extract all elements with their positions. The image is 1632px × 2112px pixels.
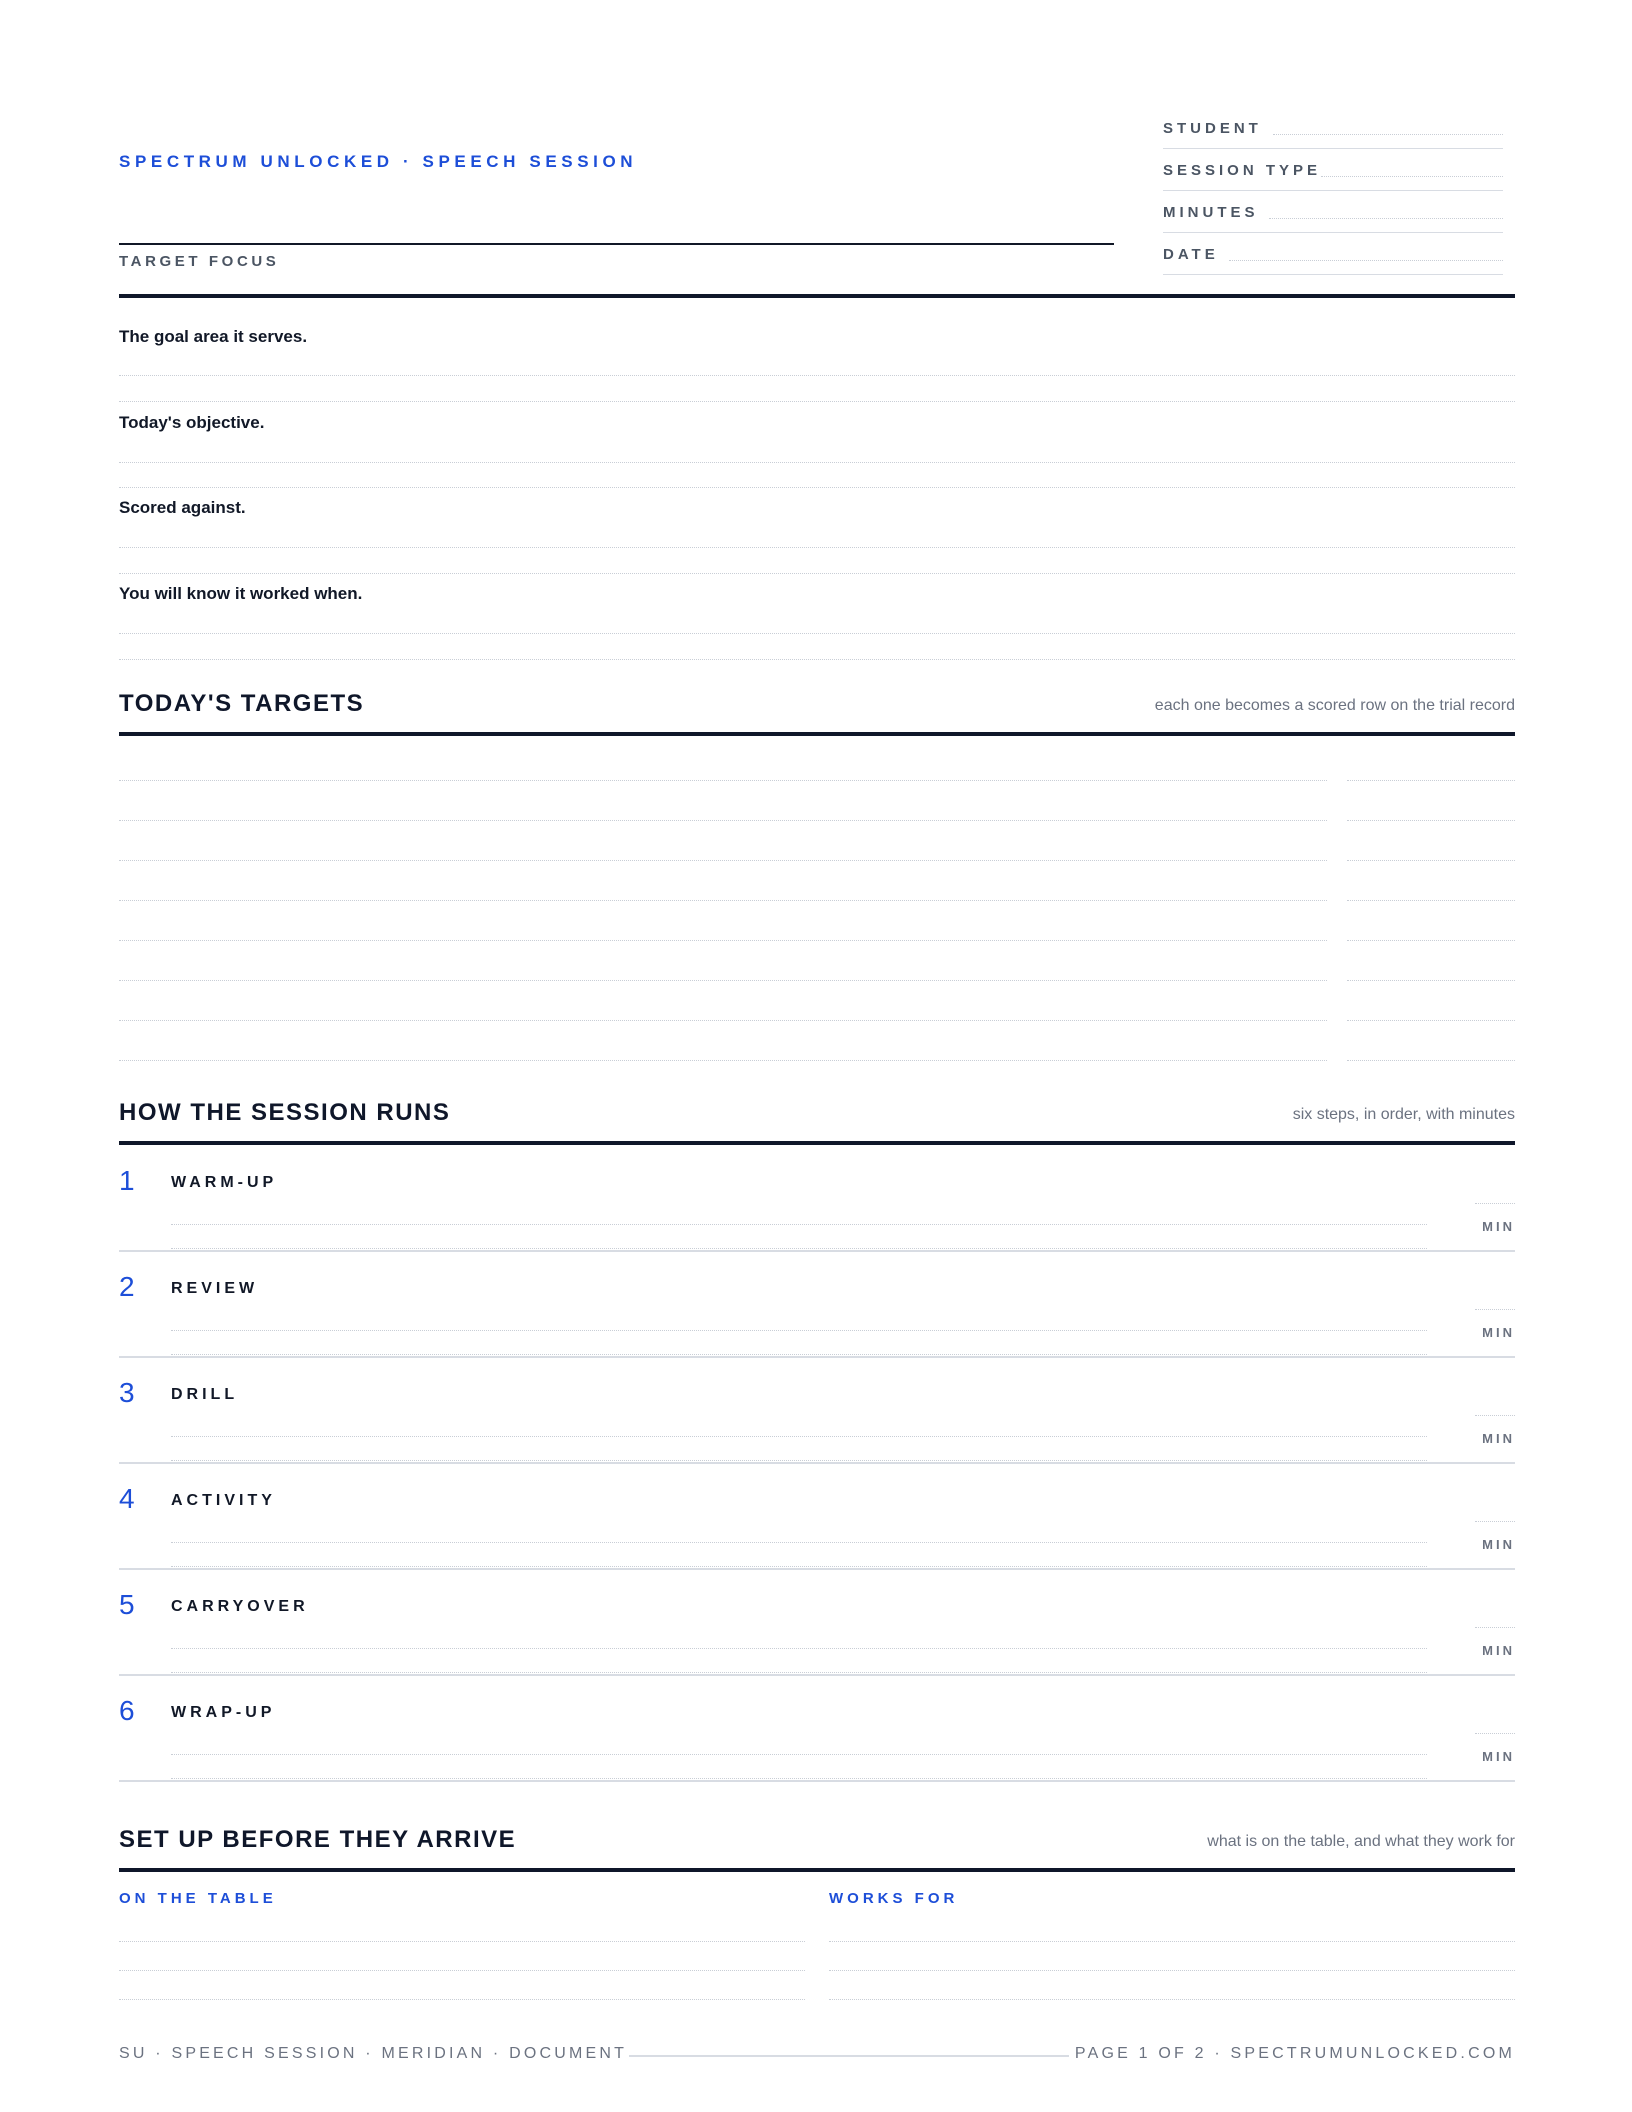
step-minutes-line[interactable] [1475,1203,1515,1204]
prompt-line[interactable] [119,659,1515,660]
target-line[interactable] [119,820,1327,821]
step-note-line[interactable] [171,1330,1427,1331]
target-line[interactable] [119,900,1327,901]
prompt-objective: Today's objective. [119,413,265,432]
step-label: CARRYOVER [171,1598,309,1615]
setup-note: what is on the table, and what they work for [1207,1833,1515,1850]
step-label: REVIEW [171,1280,259,1297]
step-note-line[interactable] [171,1224,1427,1225]
step-divider [119,1780,1515,1782]
step-number: 1 [119,1165,135,1196]
date-label: DATE [1163,246,1219,263]
targets-title: TODAY'S TARGETS [119,690,365,717]
date-field[interactable] [1163,238,1503,275]
step-note-line[interactable] [171,1460,1427,1461]
step-minutes-label: MIN [1482,1749,1515,1764]
prompt-line[interactable] [119,573,1515,574]
step-number: 2 [119,1271,135,1302]
step-minutes-label: MIN [1482,1325,1515,1340]
step-minutes-label: MIN [1482,1219,1515,1234]
step-minutes-line[interactable] [1475,1627,1515,1628]
target-score-line[interactable] [1347,1060,1515,1061]
target-score-line[interactable] [1347,860,1515,861]
target-line[interactable] [119,860,1327,861]
minutes-fill-line[interactable] [1269,218,1503,219]
session-step [119,1463,1515,1569]
minutes-field[interactable] [1163,196,1503,233]
step-note-line[interactable] [171,1566,1427,1567]
step-label: WRAP-UP [171,1704,276,1721]
session-step [119,1569,1515,1675]
prompt-worked-when: You will know it worked when. [119,584,363,603]
brand-title: SPECTRUM UNLOCKED · SPEECH SESSION [119,152,638,171]
step-note-line[interactable] [171,1436,1427,1437]
prompt-line[interactable] [119,547,1515,548]
step-number: 6 [119,1695,135,1726]
prompt-line[interactable] [119,462,1515,463]
target-line[interactable] [119,980,1327,981]
on-the-table-label: ON THE TABLE [119,1890,277,1907]
date-fill-line[interactable] [1229,260,1503,261]
target-line[interactable] [119,940,1327,941]
prompt-line[interactable] [119,487,1515,488]
footer-left: SU · SPEECH SESSION · MERIDIAN · DOCUMENT [119,2045,628,2062]
step-note-line[interactable] [171,1248,1427,1249]
step-minutes-label: MIN [1482,1537,1515,1552]
session-meta [1163,112,1515,282]
footer-divider [629,2055,1069,2057]
works-for-line[interactable] [829,1970,1515,1971]
step-label: DRILL [171,1386,239,1403]
prompt-scored-against: Scored against. [119,498,246,517]
target-focus-rule [119,294,1515,298]
step-minutes-label: MIN [1482,1431,1515,1446]
target-focus-label: TARGET FOCUS [119,253,280,270]
step-note-line[interactable] [171,1354,1427,1355]
works-for-label: WORKS FOR [829,1890,959,1907]
session-steps [119,1145,1515,1795]
on-the-table-line[interactable] [119,1941,805,1942]
works-for-line[interactable] [829,1999,1515,2000]
step-minutes-line[interactable] [1475,1415,1515,1416]
target-line[interactable] [119,1020,1327,1021]
step-number: 3 [119,1377,135,1408]
target-score-line[interactable] [1347,820,1515,821]
step-minutes-label: MIN [1482,1643,1515,1658]
targets-note: each one becomes a scored row on the trial record [1154,697,1515,714]
targets-rule [119,732,1515,736]
session-type-fill-line[interactable] [1321,176,1503,177]
step-label: ACTIVITY [171,1492,276,1509]
prompt-line[interactable] [119,401,1515,402]
student-label: STUDENT [1163,120,1262,137]
student-fill-line[interactable] [1273,134,1503,135]
step-minutes-line[interactable] [1475,1733,1515,1734]
target-line[interactable] [119,780,1327,781]
step-number: 4 [119,1483,135,1514]
setup-rule [119,1868,1515,1872]
worksheet-page [119,0,1515,2112]
target-score-line[interactable] [1347,780,1515,781]
prompt-goal-area: The goal area it serves. [119,327,308,346]
session-note: six steps, in order, with minutes [1292,1106,1515,1123]
header-divider [119,243,1114,245]
step-note-line[interactable] [171,1542,1427,1543]
target-line[interactable] [119,1060,1327,1061]
step-number: 5 [119,1589,135,1620]
session-step [119,1675,1515,1781]
targets-table [119,740,1515,1070]
minutes-label: MINUTES [1163,204,1259,221]
step-note-line[interactable] [171,1754,1427,1755]
prompt-line[interactable] [119,633,1515,634]
session-title: HOW THE SESSION RUNS [119,1099,451,1126]
target-score-line[interactable] [1347,940,1515,941]
on-the-table-line[interactable] [119,1970,805,1971]
step-minutes-line[interactable] [1475,1309,1515,1310]
step-note-line[interactable] [171,1672,1427,1673]
step-note-line[interactable] [171,1648,1427,1649]
works-for-line[interactable] [829,1941,1515,1942]
setup-title: SET UP BEFORE THEY ARRIVE [119,1826,517,1853]
prompt-line[interactable] [119,375,1515,376]
target-score-line[interactable] [1347,1020,1515,1021]
footer-right: PAGE 1 OF 2 · SPECTRUMUNLOCKED.COM [1074,2045,1515,2062]
step-minutes-line[interactable] [1475,1521,1515,1522]
student-field[interactable] [1163,112,1503,149]
on-the-table-line[interactable] [119,1999,805,2000]
target-score-line[interactable] [1347,980,1515,981]
step-label: WARM-UP [171,1174,278,1191]
session-step [119,1357,1515,1463]
session-step [119,1145,1515,1251]
session-type-label: SESSION TYPE [1163,162,1322,179]
session-step [119,1251,1515,1357]
step-note-line[interactable] [171,1778,1427,1779]
target-score-line[interactable] [1347,900,1515,901]
session-type-field[interactable] [1163,154,1503,191]
